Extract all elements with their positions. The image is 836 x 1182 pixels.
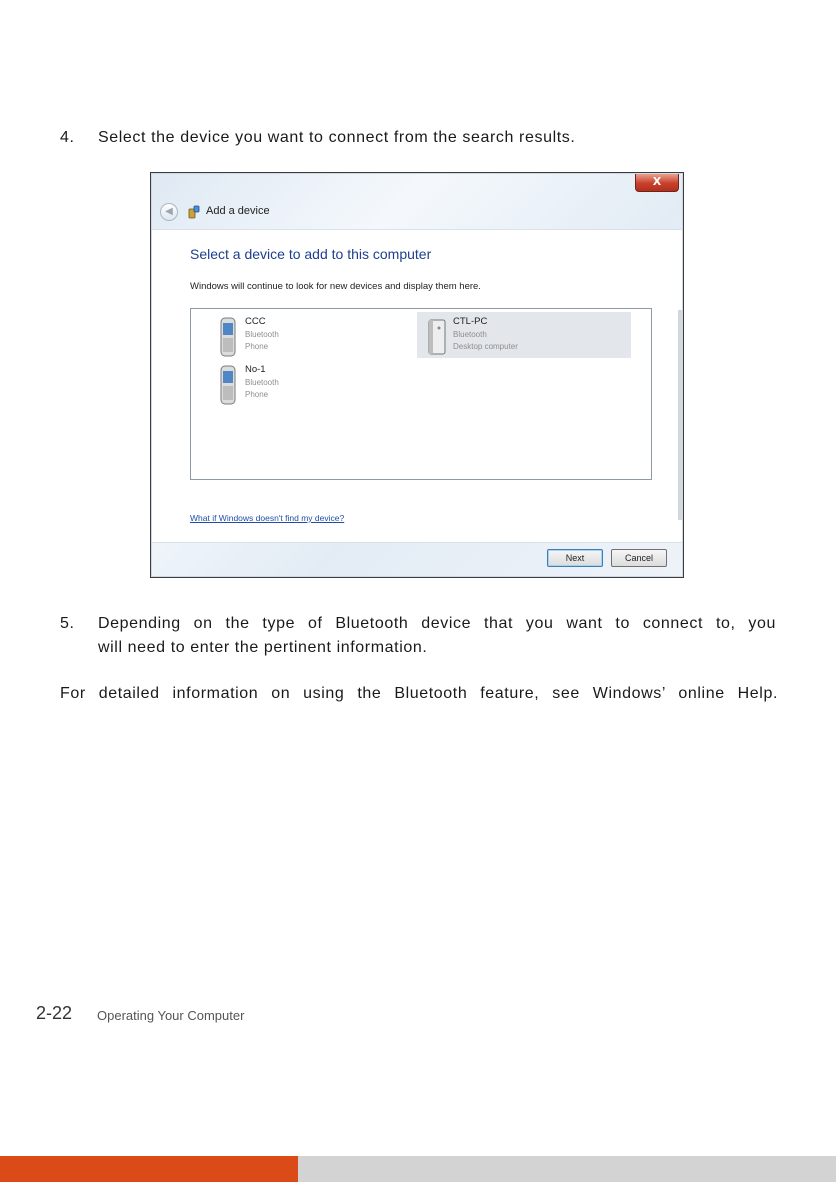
chapter-title: Operating Your Computer [97,1008,245,1023]
mobile-phone-icon [213,316,243,358]
step-text: Select the device you want to connect from the search results. [98,129,576,146]
add-device-icon [187,205,201,219]
device-type: Bluetooth [245,378,279,387]
step-number: 5. [60,615,75,632]
device-type: Bluetooth [453,330,487,339]
mobile-phone-icon [213,364,243,406]
device-item-ctl-pc[interactable] [417,312,631,358]
next-button[interactable]: Next [547,549,603,567]
device-name: CTL-PC [453,316,488,327]
device-item-no-1[interactable] [209,360,409,406]
device-category: Desktop computer [453,342,518,351]
dialog-content [152,229,682,543]
add-device-dialog [150,172,684,578]
device-category: Phone [245,342,269,351]
device-item-ccc[interactable] [209,312,409,358]
back-arrow-icon[interactable]: ◀ [160,203,178,221]
help-link[interactable]: What if Windows doesn't find my device? [190,513,345,523]
step-5 [60,612,776,660]
device-list[interactable] [190,308,652,480]
step-number: 4. [60,129,75,146]
close-button[interactable]: X [635,174,679,192]
footer-gray-bar [298,1156,836,1182]
device-name: CCC [245,316,266,327]
dialog-subheading: Windows will continue to look for new devices and display them here. [190,281,481,292]
footer-accent-bar [0,1156,298,1182]
step-text-line-2: will need to enter the pertinent information. [98,639,428,656]
desktop-computer-icon [421,316,451,358]
cancel-button[interactable]: Cancel [611,549,667,567]
dialog-heading: Select a device to add to this computer [190,246,432,262]
page-number: 2-22 [36,1003,73,1023]
step-text-line-1: Depending on the type of Bluetooth device that you want to connect to, you [98,615,776,632]
step-4 [60,126,776,150]
device-name: No-1 [245,364,266,375]
help-note: For detailed information on using the Bluetooth feature, see Windows’ online Help. [60,685,778,702]
scrollbar[interactable] [678,310,682,520]
device-category: Phone [245,390,269,399]
device-type: Bluetooth [245,330,279,339]
dialog-title: Add a device [206,205,270,217]
